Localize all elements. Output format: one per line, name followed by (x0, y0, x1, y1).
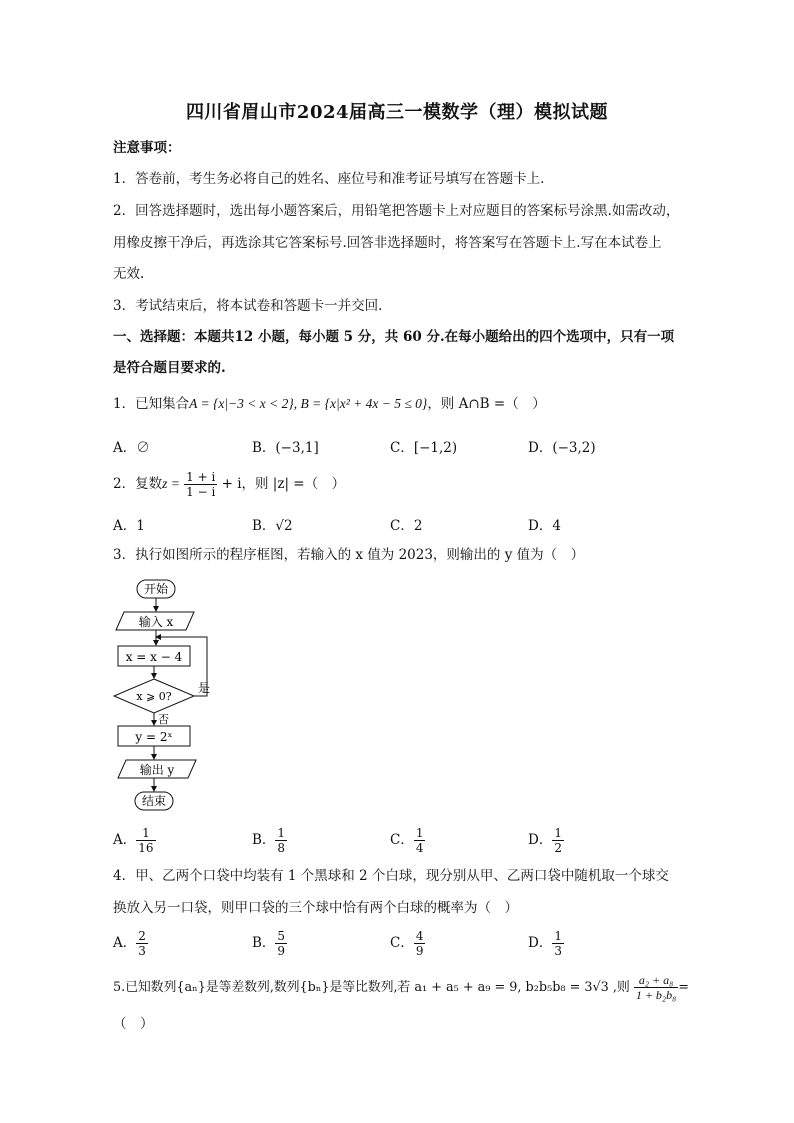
q3-option-b (252, 826, 287, 855)
notice-item-1: 1．答卷前，考生务必将自己的姓名、座位号和准考证号填写在答题卡上. (113, 171, 545, 187)
question-5-answer-paren: （ ） (113, 1016, 154, 1032)
q2-tail: ，则 |z| =（ ） (241, 476, 346, 492)
flow-input-text: 输入 x (138, 615, 174, 629)
q1-set-b: , B = {x|x² + 4x − 5 ≤ 0} (293, 396, 428, 411)
q4-b-den: 9 (277, 944, 286, 958)
question-4: 4．甲、乙两个口袋中均装有 1 个黑球和 2 个白球，现分别从甲、乙两口袋中随机取一个球交 (113, 868, 669, 884)
flow-no-label: 否 (158, 713, 169, 726)
q1-option-b: B．(−3,1] (252, 440, 319, 456)
question-1 (113, 394, 546, 414)
q2-plus: + i (221, 476, 242, 492)
q3-option-c-label: C． (390, 832, 414, 848)
q4-option-a (113, 929, 148, 958)
q3-c-den: 4 (415, 841, 424, 855)
q4-d-num: 1 (554, 929, 562, 943)
q4-a-num: 2 (138, 929, 146, 943)
flow-calc-text: y = 2ˣ (135, 730, 173, 744)
q2-option-b: B．√2 (252, 518, 293, 534)
q2-option-c: C．2 (390, 518, 423, 534)
flow-output-text: 输出 y (139, 763, 175, 777)
q2-option-d: D．4 (528, 518, 561, 534)
section-heading: 一、选择题：本题共12 小题，每小题 5 分，共 60 分.在每小题给出的四个选项中，只有一项 (113, 329, 675, 345)
q1-option-d: D．(−3,2) (528, 440, 596, 456)
q4-option-b-label: B． (252, 935, 276, 951)
flow-assign-text: x = x − 4 (125, 650, 183, 664)
q2-fraction (184, 470, 217, 499)
flow-condition-text: x ⩾ 0? (136, 690, 172, 703)
q2-option-a: A．1 (113, 518, 145, 534)
q3-b-num: 1 (277, 826, 286, 840)
q2-prefix: 2．复数 (113, 476, 163, 492)
q4-b-num: 5 (277, 929, 286, 943)
q4-option-d (528, 929, 564, 958)
q3-b-den: 8 (277, 841, 286, 855)
q3-option-d-label: D． (528, 832, 553, 848)
q3-option-a (113, 826, 156, 855)
q5-text: 5.已知数列{aₙ}是等差数列,数列{bₙ}是等比数列,若 a₁ + a₅ + a₉ = 9, b₂b₅b₈ = 3√3 ,则 (113, 980, 630, 995)
notice-item-3: 3．考试结束后，将本试卷和答题卡一并交回. (113, 298, 383, 314)
q3-d-den: 2 (554, 841, 562, 855)
q5-frac-num: a₂ + a₈ (634, 973, 678, 988)
flow-yes-label: 是 (198, 681, 211, 695)
q4-option-b (252, 929, 287, 958)
q1-set-a: A = {x|−3 < x < 2} (189, 396, 294, 411)
q4-d-den: 3 (554, 944, 562, 958)
q3-a-den: 16 (138, 841, 154, 855)
notice-item-2-end: 无效. (113, 266, 145, 282)
q4-c-den: 9 (415, 944, 424, 958)
q3-option-b-label: B． (252, 832, 276, 848)
question-2 (113, 470, 345, 499)
q4-option-a-label: A． (113, 935, 137, 951)
q1-option-a: A．∅ (113, 440, 150, 456)
question-5 (113, 973, 689, 1002)
q3-c-num: 1 (415, 826, 424, 840)
q5-fraction (634, 973, 678, 1002)
q1-prefix: 1．已知集合 (113, 396, 190, 412)
notice-item-2-cont: 用橡皮擦干净后，再选涂其它答案标号.回答非选择题时，将答案写在答题卡上.写在本试卷上 (113, 235, 662, 251)
q3-a-num: 1 (136, 826, 155, 841)
q4-option-c-label: C． (390, 935, 414, 951)
flowchart (110, 574, 220, 814)
question-3: 3．执行如图所示的程序框图，若输入的 x 值为 2023，则输出的 y 值为（ ） (113, 547, 585, 563)
q1-tail: ，则 A∩B =（ ） (427, 396, 546, 412)
page-title: 四川省眉山市2024届高三一模数学（理）模拟试题 (185, 102, 609, 123)
q4-c-num: 4 (415, 929, 424, 943)
q3-option-c (390, 826, 425, 855)
q4-option-d-label: D． (528, 935, 553, 951)
q1-option-c: C．[−1,2) (390, 440, 458, 456)
q4-option-c (390, 929, 425, 958)
q2-frac-den: 1 − i (186, 485, 216, 499)
notice-heading: 注意事项： (113, 140, 181, 156)
q3-d-num: 1 (554, 826, 562, 840)
q2-frac-num: 1 + i (186, 470, 216, 484)
flow-start-text: 开始 (143, 582, 169, 596)
notice-item-2: 2．回答选择题时，选出每小题答案后，用铅笔把答题卡上对应题目的答案标号涂黑.如需改动， (113, 203, 680, 219)
q2-z: z = (162, 476, 180, 491)
flow-end-text: 结束 (141, 794, 167, 808)
question-4-cont: 换放入另一口袋，则甲口袋的三个球中恰有两个白球的概率为（ ） (113, 900, 518, 916)
q3-option-d (528, 826, 564, 855)
q3-option-a-label: A． (113, 832, 137, 848)
q5-eq: = (678, 980, 690, 995)
section-heading-cont: 是符合题目要求的. (113, 360, 226, 376)
q4-a-den: 3 (138, 944, 146, 958)
q5-frac-den: 1 + b₂b₈ (635, 988, 677, 1002)
